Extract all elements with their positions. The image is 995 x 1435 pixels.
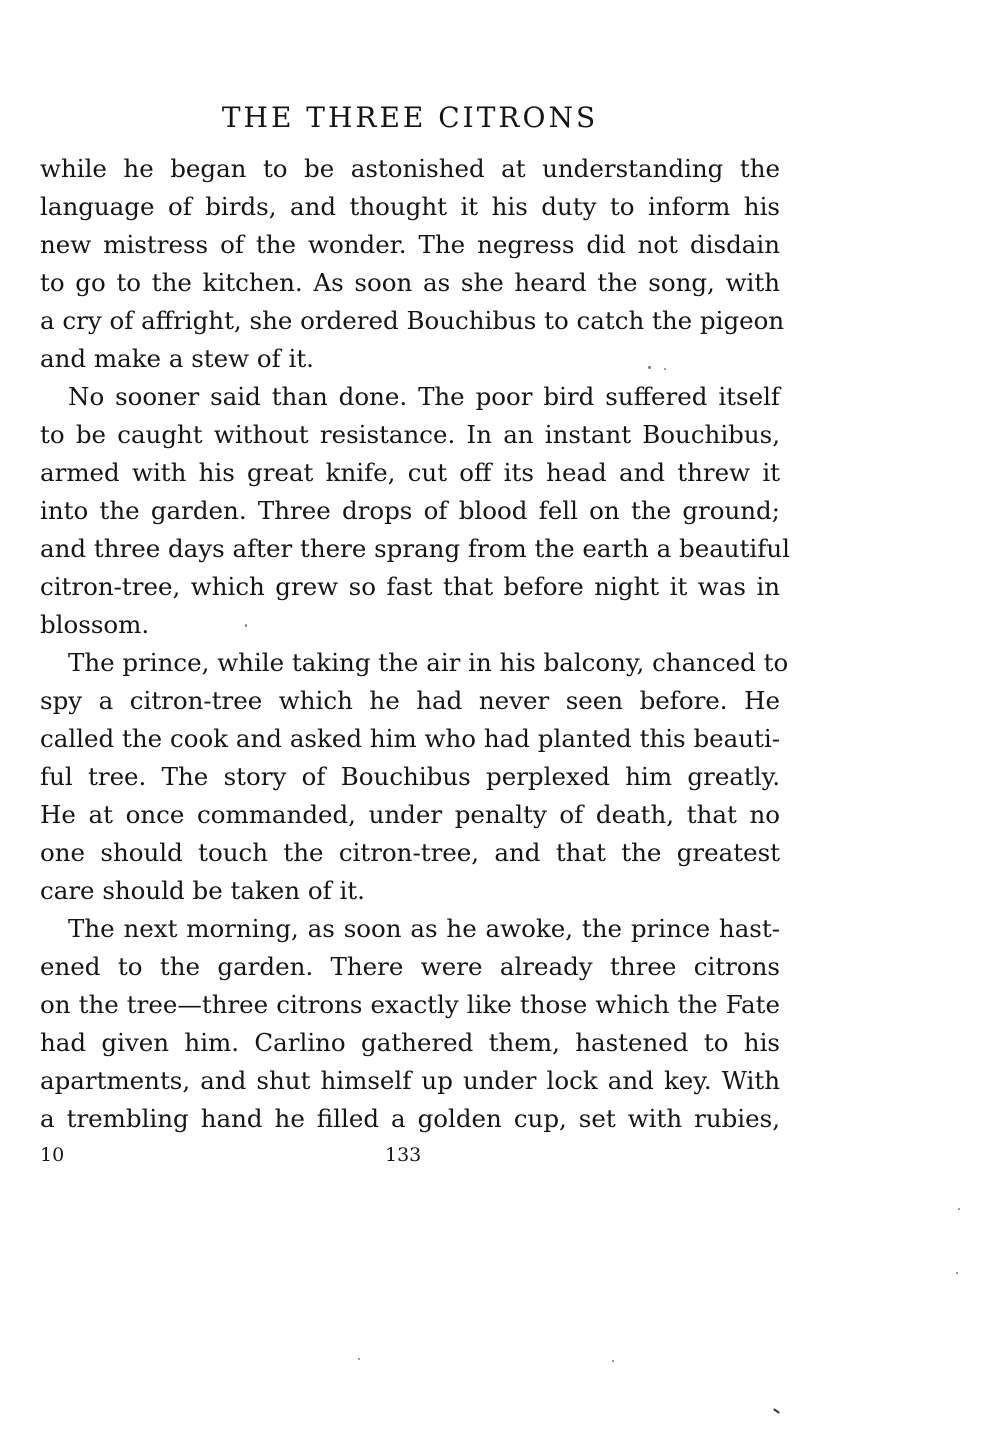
text-line: had given him. Carlino gathered them, hastened to his: [40, 1028, 780, 1057]
text-line: a cry of affright, she ordered Bouchibus to catch the pigeon: [40, 306, 785, 335]
text-line: The next morning, as soon as he awoke, the prince hast-: [68, 914, 780, 943]
scan-speck: [664, 368, 666, 370]
text-line: language of birds, and thought it his duty to inform his: [40, 192, 780, 221]
scan-speck: [612, 1360, 614, 1362]
text-line: He at once commanded, under penalty of death, that no: [40, 800, 780, 829]
text-line: ened to the garden. There were already three citrons: [40, 952, 780, 981]
scan-speck: [245, 624, 247, 627]
text-line: care should be taken of it.: [40, 876, 365, 905]
page-number: 133: [385, 1144, 422, 1166]
paragraph-3: [40, 644, 789, 910]
text-line: while he began to be astonished at understanding the: [40, 154, 780, 183]
text-line: No sooner said than done. The poor bird suffered itself: [68, 382, 780, 411]
text-line: citron-tree, which grew so fast that before night it was in: [40, 572, 780, 601]
scan-speck: [358, 1358, 360, 1360]
text-line: and make a stew of it.: [40, 344, 314, 373]
running-header: THE THREE CITRONS: [221, 101, 599, 134]
paragraph-1: [40, 150, 785, 378]
scan-speck: [956, 1272, 958, 1274]
text-line: new mistress of the wonder. The negress did not disdain: [40, 230, 780, 259]
text-line: ful tree. The story of Bouchibus perplexed him greatly.: [40, 762, 780, 791]
text-line: armed with his great knife, cut off its head and threw it: [40, 458, 780, 487]
text-line: spy a citron-tree which he had never seen before. He: [40, 686, 780, 715]
text-line: blossom.: [40, 610, 150, 639]
paragraph-4: [40, 910, 780, 1138]
scan-speck: [773, 1408, 780, 1414]
text-line: on the tree—three citrons exactly like those which the Fate: [40, 990, 780, 1019]
scan-speck: [648, 366, 651, 369]
text-line: called the cook and asked him who had planted this beauti-: [40, 724, 780, 753]
text-line: to go to the kitchen. As soon as she heard the song, with: [40, 268, 780, 297]
text-line: into the garden. Three drops of blood fell on the ground;: [40, 496, 780, 525]
text-line: one should touch the citron-tree, and that the greatest: [40, 838, 780, 867]
text-line: a trembling hand he filled a golden cup, set with rubies,: [40, 1104, 780, 1133]
scan-speck: [958, 1208, 960, 1210]
signature-mark: 10: [40, 1144, 65, 1166]
text-line: to be caught without resistance. In an instant Bouchibus,: [40, 420, 780, 449]
body-text: [40, 150, 790, 1138]
text-line: apartments, and shut himself up under lock and key. With: [40, 1066, 780, 1095]
paragraph-2: [40, 378, 790, 644]
text-line: The prince, while taking the air in his balcony, chanced to: [68, 648, 789, 677]
text-line: and three days after there sprang from the earth a beautiful: [40, 534, 790, 563]
